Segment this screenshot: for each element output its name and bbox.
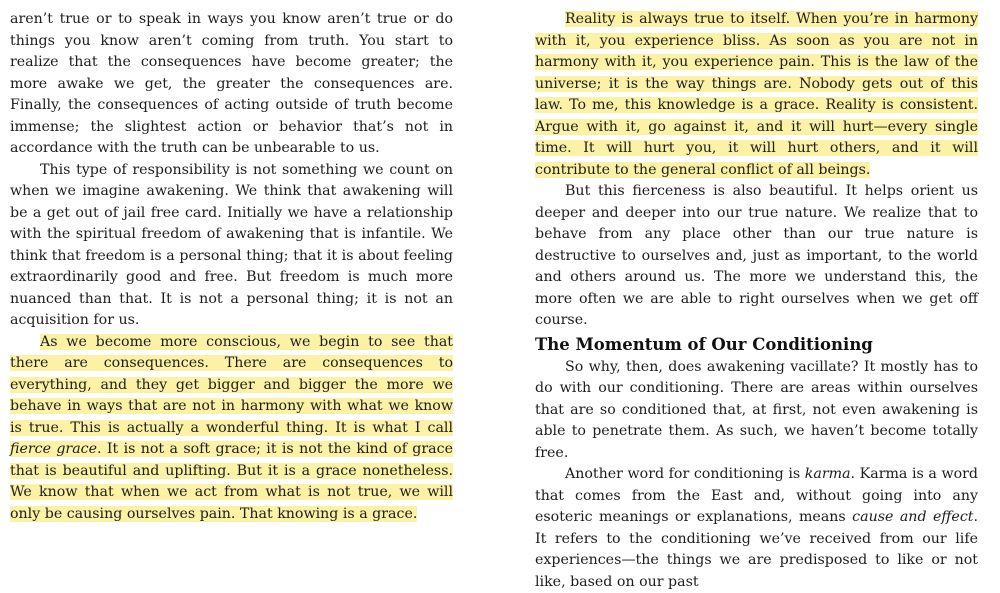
paragraph [535,464,978,593]
section-heading: The Momentum of Our Conditioning [535,334,873,354]
text-run: As we become more conscious, we begin to see that there are consequences. There are consequences to everything, and they get bigger and bigger the more we behave in ways that are not in harmony with what we know is true. This is actually a wonderful thing. It is what I call [10,333,453,436]
highlight-span [10,334,453,522]
emphasis-text: karma [804,466,851,482]
paragraph: aren’t true or to speak in ways you know aren’t true or do things you know aren’t coming from truth. You start to realize that the consequences have become greater; the more awake we get, the greater the consequences are. Finally, the consequences of acting outside of truth become immense; the slightest action or behavior that’s not in accordance with the truth can be unbearable to us. [10,11,453,156]
right-page-column [535,9,978,593]
text-run: Another word for conditioning is [565,466,805,482]
paragraph: So why, then, does awakening vacillate? It mostly has to do with our conditioning. There are areas within ourselves that are so conditioned that, at first, not even awakening is able to penetrate them. As such, we haven’t become totally free. [535,358,978,461]
paragraph: This type of responsibility is not something we count on when we imagine awakening. We think that awakening will be a get out of jail free card. Initially we have a relationship with the spiritual freedom of awakening that is infantile. We think that freedom is a personal thing; that it is about feeling extraordinarily good and free. But freedom is much more nuanced than that. It is not a personal thing; it is not an acquisition for us. [10,161,453,328]
highlighted-paragraph [10,332,453,526]
text-run: . It is not a soft grace; it is not the kind of grace that is beautiful and uplifting. But it is a grace nonetheless. We know that when we act from what is not true, we will only be causing ourselves pain. That knowing is a grace. [10,441,453,522]
highlighted-paragraph [535,9,978,181]
highlight-span: Reality is always true to itself. When you’re in harmony with it, you experience bliss. As soon as you are not in harmony with it, you experience pain. This is the law of the universe; it is the way things are. Nobody gets out of this law. To me, this knowledge is a grace. Reality is consistent. Argue with it, go against it, and it will hurt—every single time. It will hurt you, it will hurt others, and it will contribute to the general conflict of all beings. [535,11,978,178]
text-run: . It refers to the conditioning we’ve received from our life experiences—the things we are predisposed to like or not like, based on our past [535,509,978,590]
emphasis-text: cause and effect [852,509,974,525]
left-page-column [10,9,453,525]
emphasis-text: fierce grace [10,441,98,457]
text-run: . Karma is a word that comes from the East and, without going into any esoteric meanings or explanations, means [535,466,978,525]
paragraph: But this fierceness is also beautiful. It helps orient us deeper and deeper into our true nature. We realize that to behave from any place other than our true nature is destructive to ourselves and, just as important, to the world and others around us. The more we understand this, the more often we are able to right ourselves when we get off course. [535,183,978,328]
